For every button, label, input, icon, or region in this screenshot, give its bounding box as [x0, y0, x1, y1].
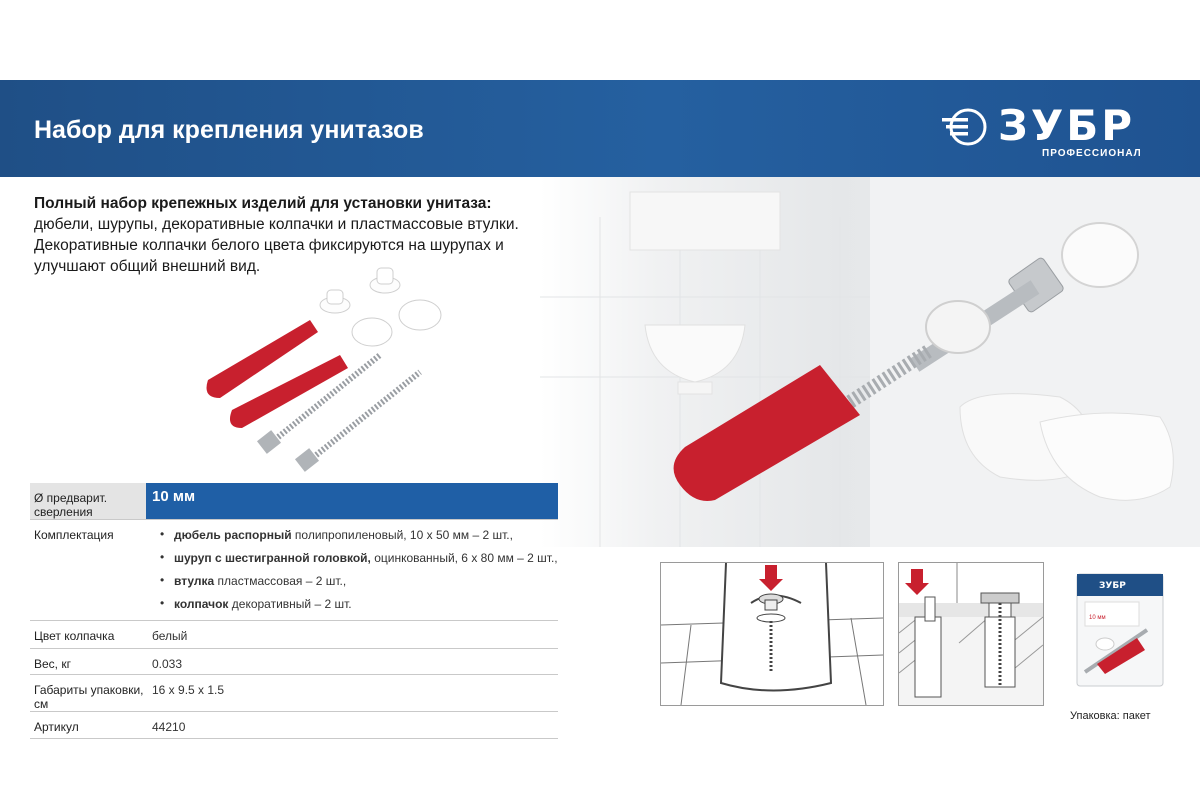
page-title: Набор для крепления унитазов: [34, 116, 424, 144]
spec-label: Вес, кг: [34, 657, 71, 671]
packaging-image: [1075, 572, 1165, 690]
intro-lead: Полный набор крепежных изделий для установки унитаза:: [34, 195, 492, 212]
spec-label: Цвет колпачка: [34, 629, 115, 643]
spec-value: 16 x 9.5 x 1.5: [152, 683, 225, 697]
down-arrow-icon: [905, 583, 929, 595]
list-item: • колпачок декоративный – 2 шт.: [152, 597, 558, 611]
spec-row-kit: [30, 520, 558, 621]
spec-row-article: [30, 712, 558, 739]
large-dowel-icon: [674, 350, 930, 501]
toilet-install-icon: [661, 563, 883, 705]
spec-row-drill: [30, 483, 558, 520]
brand-logo: [940, 101, 1170, 160]
spec-table: [30, 483, 558, 739]
spec-label: Комплектация: [34, 528, 114, 542]
dowel-install-icon: [899, 563, 1043, 705]
assembly-image: [660, 215, 1160, 515]
large-cap-icon: [1062, 223, 1138, 287]
product-kit-image: [180, 260, 520, 480]
pack-brand: ЗУБР: [1099, 581, 1126, 591]
cap-icon: [320, 268, 441, 346]
brand-name: ЗУБР: [998, 101, 1136, 150]
spec-value: 0.033: [152, 657, 183, 671]
spec-label: Артикул: [34, 720, 79, 734]
spec-label: Габариты упаковки, см: [34, 683, 144, 711]
dowel-icon: [207, 320, 349, 428]
kit-list: [152, 528, 558, 611]
spec-row-weight: [30, 649, 558, 675]
header-banner: [0, 80, 1200, 177]
spec-row-pack-dims: [30, 675, 558, 712]
list-item: • шуруп с шестигранной головкой, оцинкованный, 6 х 80 мм – 2 шт.,: [152, 551, 558, 565]
sleeve-icon: [926, 301, 990, 353]
brand-subtitle: ПРОФЕССИОНАЛ: [1042, 148, 1142, 159]
list-item: • дюбель распорный полипропиленовый, 10 х 50 мм – 2 шт.,: [152, 528, 558, 542]
list-item: • втулка пластмассовая – 2 шт.,: [152, 574, 558, 588]
packaging-caption: Упаковка: пакет: [1070, 710, 1151, 722]
spec-label: Ø предварит. сверления: [30, 483, 146, 520]
intro-body: дюбели, шурупы, декоративные колпачки и пластмассовые втулки. Декоративные колпачки белого цвета фиксируются на шурупах и улучшают общий внешний вид.: [34, 216, 519, 275]
spec-row-cap-color: [30, 621, 558, 649]
spec-value: белый: [152, 629, 188, 643]
spec-value: [146, 520, 558, 621]
spec-value: 10 мм: [146, 483, 558, 520]
pack-size: 10 мм: [1089, 615, 1106, 621]
install-diagram-toilet: [660, 562, 884, 706]
spec-value: 44210: [152, 720, 186, 734]
install-diagram-section: [898, 562, 1044, 706]
brand-emblem-icon: [940, 107, 990, 147]
